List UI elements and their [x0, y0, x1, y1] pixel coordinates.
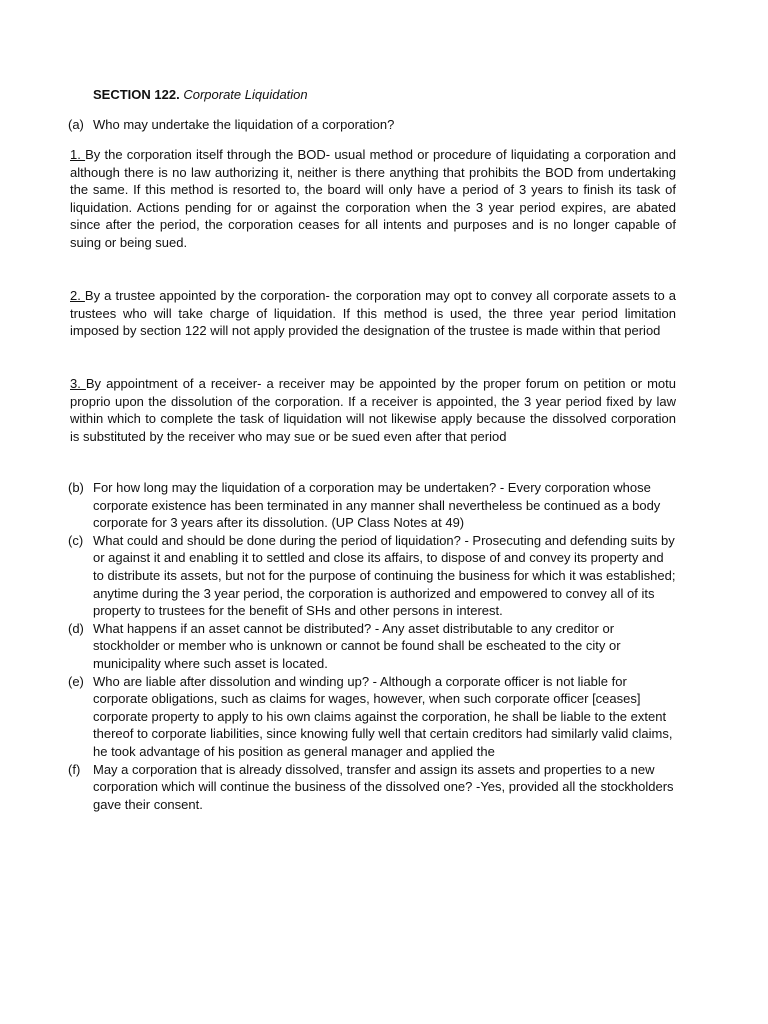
section-name: Corporate Liquidation — [183, 87, 308, 102]
paragraph — [70, 146, 676, 252]
numbered-item-1 — [70, 146, 676, 252]
item-text: By appointment of a receiver- a receiver may be appointed by the proper forum on petition or motu proprio upon the dissolution of the corporation. If a receiver is appointed, the 3 year period fixed by law within which to complete the task of liquidation will not likewise apply because the dissolved corporation is substituted by the receiver who may sue or be sued even after that period — [70, 376, 676, 444]
item-label: (e) — [68, 673, 84, 689]
paragraph — [70, 287, 676, 340]
item-label: (a) — [68, 117, 84, 132]
section-number: SECTION 122. — [93, 87, 180, 102]
question-e — [68, 673, 676, 761]
numbered-item-3 — [70, 375, 676, 445]
question-c — [68, 532, 676, 620]
lettered-questions — [68, 479, 676, 813]
item-label: (c) — [68, 532, 84, 548]
item-text: For how long may the liquidation of a corporation may be undertaken? - Every corporation whose corporate existence has been terminated in any manner shall nevertheless be continued as a body corporate for 3 years after its dissolution. (UP Class Notes at 49) — [93, 480, 661, 531]
question-f — [68, 761, 676, 814]
item-label: (d) — [68, 620, 84, 636]
item-text: Who may undertake the liquidation of a corporation? — [93, 117, 395, 132]
item-number: 2. — [70, 288, 85, 303]
item-text: What happens if an asset cannot be distributed? - Any asset distributable to any creditor or stockholder or member who is unknown or cannot be found shall be escheated to the city or municipality where such asset is located. — [93, 620, 621, 671]
question-d — [68, 620, 676, 673]
item-label: (f) — [68, 761, 81, 777]
item-text: May a corporation that is already dissolved, transfer and assign its assets and properties to a new corporation which will continue the business of the dissolved one? -Yes, provided all the stockholders gave their consent. — [93, 761, 674, 812]
item-text: By the corporation itself through the BOD- usual method or procedure of liquidating a corporation and although there is no law authorizing it, neither is there anything that prohibits the BOD from undertaking the same. If this method is resorted to, the board will only have a period of 3 years to finish its task of liquidation. Actions pending for or against the corporation when the 3 year period expires, are abated since after the period, the corporation ceases for all intents and purposes and is no longer capable of suing or being sued. — [70, 147, 676, 250]
paragraph — [70, 375, 676, 445]
item-number: 1. — [70, 147, 86, 162]
numbered-item-2 — [70, 287, 676, 340]
item-text: What could and should be done during the period of liquidation? - Prosecuting and defending suits by or against it and enabling it to settled and close its affairs, to dispose of and convey its property and to distribute its assets, but not for the purpose of continuing the business for which it was established; anytime during the 3 year period, the corporation is authorized and empowered to convey all of its property to trustees for the benefit of SHs and other persons in interest. — [93, 532, 676, 619]
item-number: 3. — [70, 376, 86, 391]
question-a — [68, 116, 676, 134]
section-heading — [93, 86, 308, 104]
question-b — [68, 479, 676, 532]
item-text: By a trustee appointed by the corporation- the corporation may opt to convey all corporate assets to a trustees who will take charge of liquidation. If this method is used, the three year period limitation imposed by section 122 will not apply provided the designation of the trustee is made within that period — [70, 288, 676, 339]
item-text: Who are liable after dissolution and winding up? - Although a corporate officer is not liable for corporate obligations, such as claims for wages, however, when such corporate officer [ceases] corporate property to apply to his own claims against the corporation, he shall be liable to the extent thereof to corporate liabilities, since knowing fully well that certain creditors had similarly valid claims, he took advantage of his position as general manager and applied the — [93, 673, 673, 759]
item-label: (b) — [68, 480, 84, 495]
